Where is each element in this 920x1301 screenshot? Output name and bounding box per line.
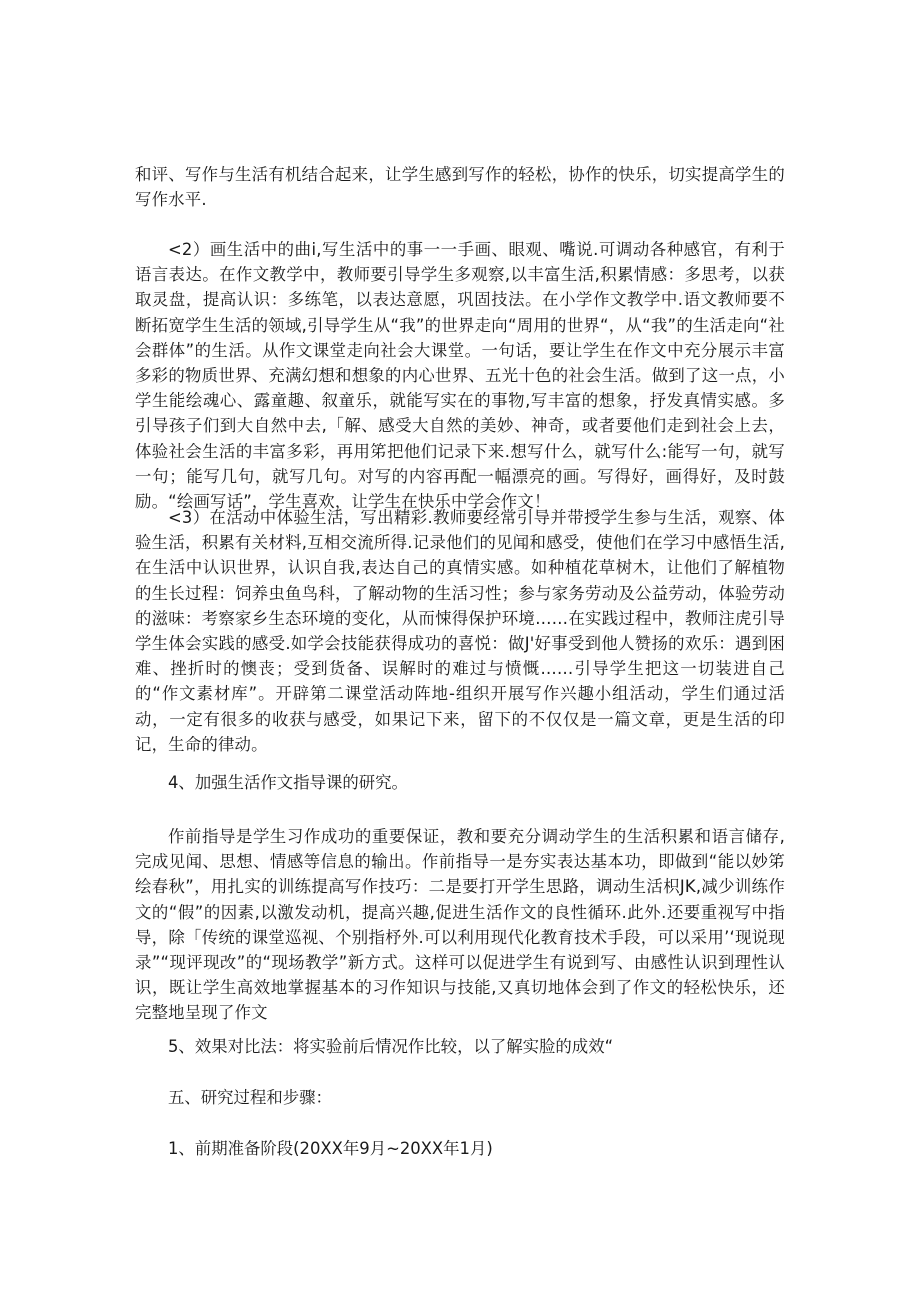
- paragraph-pre-writing-guidance: 作前指导是学生习作成功的重要保证，教和要充分调动学生的生活积累和语言储存,完成见闻、思想、情感等信息的输出。作前指导一是夯实表达基本功，即做到“能以妙笫绘春秋”，用扎实的训练提高写作技巧：二是要打开学生思路，调动生活枳JK,减少训练作文的“假”的因素,以激发动机，提高兴趣,促进生活作文的良性循环.此外.还要重视写中指导，除「传统的课堂巡视、个别指杼外.可以利用现代化教育技术手段，可以采用’‘现说现录”“现评现改”的“现场教学”新方式。这样可以促进学生有说到写、由感性认识到理性认识，既让学生高效地掌握基本的习作知识与技能,又真切地体会到了作文的轻松快乐，还完整地呈现了作文: [135, 827, 785, 1023]
- heading-research-process: 五、研究过程和步骤：: [168, 1088, 332, 1107]
- paragraph-draw-life: <2）画生活中的曲i,写生活中的事一一手画、眼观、嘴说.可调动各种感官，有利于语言表达。在作文教学中，教师要引导学生多观察,以丰富生活,积累情感：多思考，以获取灵盘，提高认识：多练笔，以表达意愿，巩固技法。在小学作文教学中.语文教师要不断拓宽学生生活的领域,引导学生从“我”的世界走向“周用的世界“，从“我”的生活走向“社会群体”的生活。从作文课堂走向社会大课堂。一句话，要让学生在作文中充分展示丰富多彩的物质世界、充满幻想和想象的内心世界、五光十色的社会生活。做到了这一点，小学生能绘魂心、露童趣、叙童乐，就能写实在的事物,写丰富的想象，抒发真情实感。多引导孩子们到大自然中去,「解、感受大自然的美妙、神奇，或者要他们走到社会上去，体验社会生活的丰富多彩，再用笫把他们记录下来.想写什么，就写什么:能写一句，就写一句；能写几句，就写几句。对写的内容再配一幅漂亮的画。写得好，画得好，及时鼓励。“绘画写话”，学生喜欢，让学生在快乐中学会作文！: [135, 240, 785, 512]
- heading-preparation-stage: 1、前期准备阶段(20XX年9月~20XX年1月): [168, 1139, 493, 1158]
- heading-guidance-research: 4、加强生活作文指导课的研究。: [168, 773, 408, 792]
- heading-comparison-method: 5、效果对比法：将实验前后情况作比较，以了解实脸的成效“: [168, 1037, 614, 1056]
- paragraph-writing-life: 和评、写作与生活有机结合起来，让学生感到写作的轻松，协作的快乐，切实提高学生的写作水平.: [135, 165, 785, 210]
- paragraph-activity-experience: <3）在活动中体验生活，写出精彩.教师要经常引导并带授学生参与生活，观察、体验生活，积累有关材料,互相交流所得.记录他们的见闻和感受，使他们在学习中感悟生活,在生活中认识世界，认识自我,表达自己的真情实感。如种植花草树木，让他们了解植物的生长过程：饲养虫鱼鸟科，了解动物的生活习性；参与家务劳动及公益劳动，体验劳动的滋味：考察家乡生态环境的变化，从而悚得保护环境……在实践过程中，教师注虎引导学生体会实践的感受.如学会技能获得成功的喜悦：做J'好事受到他人赞扬的欢乐：遇到困难、挫折时的懊丧；受到货备、误解时的难过与愤慨……引导学生把这一切装进自己的“作文素材库”。开辟第二课堂活动阵地-组织开展写作兴趣小组活动，学生们通过活动，一定有很多的收获与感受，如果记下来，留下的不仅仅是一篇文章，更是生活的印记，生命的律动。: [135, 508, 785, 754]
